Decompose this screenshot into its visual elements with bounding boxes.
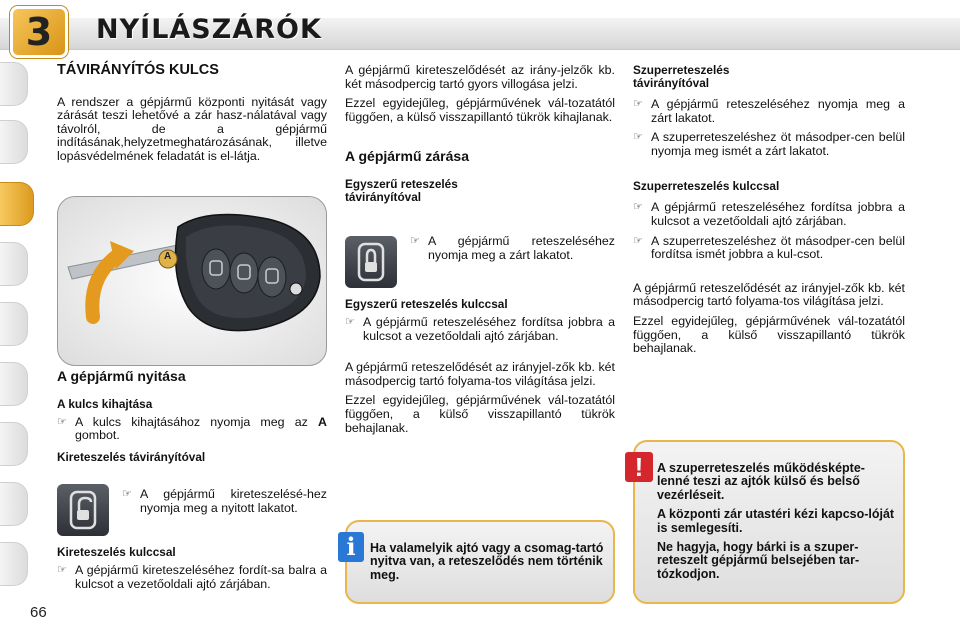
warning-line-3: Ne hagyja, hogy bárki is a szuper-reteszelt gépjármű belsejében tar-tózkodjon. bbox=[657, 540, 860, 581]
side-tab-5[interactable] bbox=[0, 302, 28, 346]
super-key-text-2: A szuperreteszeléshez öt másodper-cen belül fordítsa ismét jobbra a kul-csot. bbox=[651, 233, 905, 262]
pointing-hand-icon: ☞ bbox=[633, 234, 643, 247]
super-remote-text-2: A szuperreteszeléshez öt másodper-cen belül nyomja meg ismét a zárt lakatot. bbox=[651, 130, 905, 158]
side-tab-6[interactable] bbox=[0, 362, 28, 406]
remote-key-illustration bbox=[57, 196, 327, 366]
pointing-hand-icon: ☞ bbox=[410, 235, 420, 247]
page-header bbox=[0, 0, 960, 60]
section-title: TÁVIRÁNYÍTÓS KULCS bbox=[57, 62, 219, 78]
unlock-remote-title: Kireteszelés távirányítóval bbox=[57, 449, 206, 464]
super-remote-bullet-2 bbox=[633, 131, 905, 158]
pointing-hand-icon: ☞ bbox=[57, 415, 67, 428]
key-unfold-text: A kulcs kihajtásához nyomja meg az A gombot. bbox=[75, 414, 327, 443]
left-column-bottom bbox=[57, 370, 327, 464]
simple-key-title: Egyszerű reteszelés kulccsal bbox=[345, 297, 508, 311]
super-key-title: Szuperreteszelés kulccsal bbox=[633, 179, 780, 194]
warning-text bbox=[657, 462, 897, 587]
simple-remote-title-line1: Egyszerű reteszelés bbox=[345, 176, 458, 191]
intro-paragraph: A rendszer a gépjármű központi nyitását vagy zárását teszi lehetővé a zár hasz-nálatával vagy távolról, de a gépjármű indításának,helyzetmeghatározásának, illetve lopásvédelmének feladatát is el-látja. bbox=[57, 94, 327, 163]
super-remote-title-line1: Szuperreteszelés bbox=[633, 63, 730, 77]
unlock-key-text: A gépjármű kireteszeléséhez fordít-sa balra a kulcsot a vezetőoldali ajtó zárjában. bbox=[75, 563, 327, 591]
side-tab-2[interactable] bbox=[0, 120, 28, 164]
open-padlock-icon bbox=[57, 484, 109, 536]
unlock-remote-text: A gépjármű kireteszelésé-hez nyomja meg a nyitott lakatot. bbox=[140, 487, 327, 515]
warning-line-1: A szuperreteszelés működésképte-lenné teszi az ajtók külső és belső vezérléseit. bbox=[657, 461, 865, 502]
info-icon: i bbox=[338, 532, 364, 562]
super-lock-signal-paragraph: A gépjármű reteszelődését az irányjel-zők kb. két másodpercig tartó folyama-tos világítása jelzi. bbox=[633, 280, 905, 309]
side-tab-7[interactable] bbox=[0, 422, 28, 466]
unlock-key-title: Kireteszelés kulccsal bbox=[57, 545, 176, 559]
simple-key-text: A gépjármű reteszeléséhez fordítsa jobbra a kulcsot a vezetőoldali ajtó zárjában. bbox=[363, 315, 615, 343]
side-tab-9[interactable] bbox=[0, 542, 28, 586]
side-tab-4[interactable] bbox=[0, 242, 28, 286]
super-key-bullet-1 bbox=[633, 201, 905, 228]
side-tab-1[interactable] bbox=[0, 62, 28, 106]
locking-title: A gépjármű zárása bbox=[345, 148, 469, 165]
mirror-unfold-paragraph: Ezzel egyidejűleg, gépjárművének vál-tozatától függően, a külső visszapillantó tükrök kihajlanak. bbox=[345, 96, 615, 124]
super-remote-bullet-1 bbox=[633, 98, 905, 125]
simple-remote-bullet-wrap bbox=[410, 235, 615, 268]
unlock-remote-bullet bbox=[122, 488, 327, 515]
right-column bbox=[633, 64, 905, 362]
mirror-fold-paragraph: Ezzel egyidejűleg, gépjárművének vál-tozatától függően, a külső visszapillantó tükrök behajlanak. bbox=[345, 393, 615, 435]
pointing-hand-icon: ☞ bbox=[345, 316, 355, 328]
unlock-key-bullet bbox=[57, 564, 327, 591]
super-key-text-1: A gépjármű reteszeléséhez fordítsa jobbra a kulcsot a vezetőoldali ajtó zárjában. bbox=[651, 200, 905, 228]
simple-key-bullet bbox=[345, 316, 615, 343]
super-key-bullet-2 bbox=[633, 235, 905, 262]
info-text: Ha valamelyik ajtó vagy a csomag-tartó nyitva van, a reteszelődés nem történik meg. bbox=[370, 541, 604, 582]
unlock-key-section bbox=[57, 546, 327, 597]
key-button-a-label: A bbox=[164, 251, 172, 262]
side-tab-8[interactable] bbox=[0, 482, 28, 526]
super-mirror-fold-paragraph: Ezzel egyidejűleg, gépjárművének vál-tozatától függően, a külső visszapillantó tükrök behajlanak. bbox=[633, 313, 905, 356]
left-column-top bbox=[57, 64, 327, 170]
pointing-hand-icon: ☞ bbox=[633, 201, 643, 214]
simple-remote-text: A gépjármű reteszeléséhez nyomja meg a zárt lakatot. bbox=[428, 234, 615, 262]
super-remote-text-1: A gépjármű reteszeléséhez nyomja meg a zárt lakatot. bbox=[651, 97, 905, 125]
simple-remote-bullet bbox=[410, 235, 615, 262]
open-padlock-button-thumb bbox=[57, 484, 109, 536]
key-unfold-bullet bbox=[57, 416, 327, 443]
closed-padlock-icon bbox=[345, 236, 397, 288]
pointing-hand-icon: ☞ bbox=[122, 488, 132, 500]
opening-title: A gépjármű nyitása bbox=[57, 368, 186, 384]
side-tab-3-active[interactable] bbox=[0, 182, 34, 226]
middle-column-top bbox=[345, 64, 615, 204]
warning-line-2: A központi zár utastéri kézi kapcso-lóját is semlegesíti. bbox=[657, 507, 895, 535]
key-unfold-title: A kulcs kihajtása bbox=[57, 396, 153, 411]
remote-key-icon bbox=[58, 197, 327, 366]
simple-remote-title-line2: távirányítóval bbox=[345, 189, 422, 204]
page-number: 66 bbox=[30, 604, 47, 621]
closed-padlock-button-thumb bbox=[345, 236, 397, 288]
warning-icon: ! bbox=[625, 452, 653, 482]
lock-signal-paragraph: A gépjármű reteszelődését az irányjel-zők kb. két másodpercig tartó folyama-tos világítása jelzi. bbox=[345, 360, 615, 388]
pointing-hand-icon: ☞ bbox=[57, 564, 67, 576]
pointing-hand-icon: ☞ bbox=[633, 98, 643, 110]
chapter-number-badge: 3 bbox=[10, 6, 68, 58]
chapter-side-tabs bbox=[0, 62, 32, 602]
unlock-remote-bullet-wrap bbox=[122, 488, 327, 521]
unlock-signal-paragraph: A gépjármű kireteszelődését az irány-jelzők kb. két másodpercig tartó gyors villogása jelzi. bbox=[345, 63, 615, 91]
pointing-hand-icon: ☞ bbox=[633, 131, 643, 144]
chapter-title: NYÍLÁSZÁRÓK bbox=[96, 14, 322, 45]
super-remote-title-line2: távirányítóval bbox=[633, 76, 710, 90]
middle-column-bottom bbox=[345, 298, 615, 441]
